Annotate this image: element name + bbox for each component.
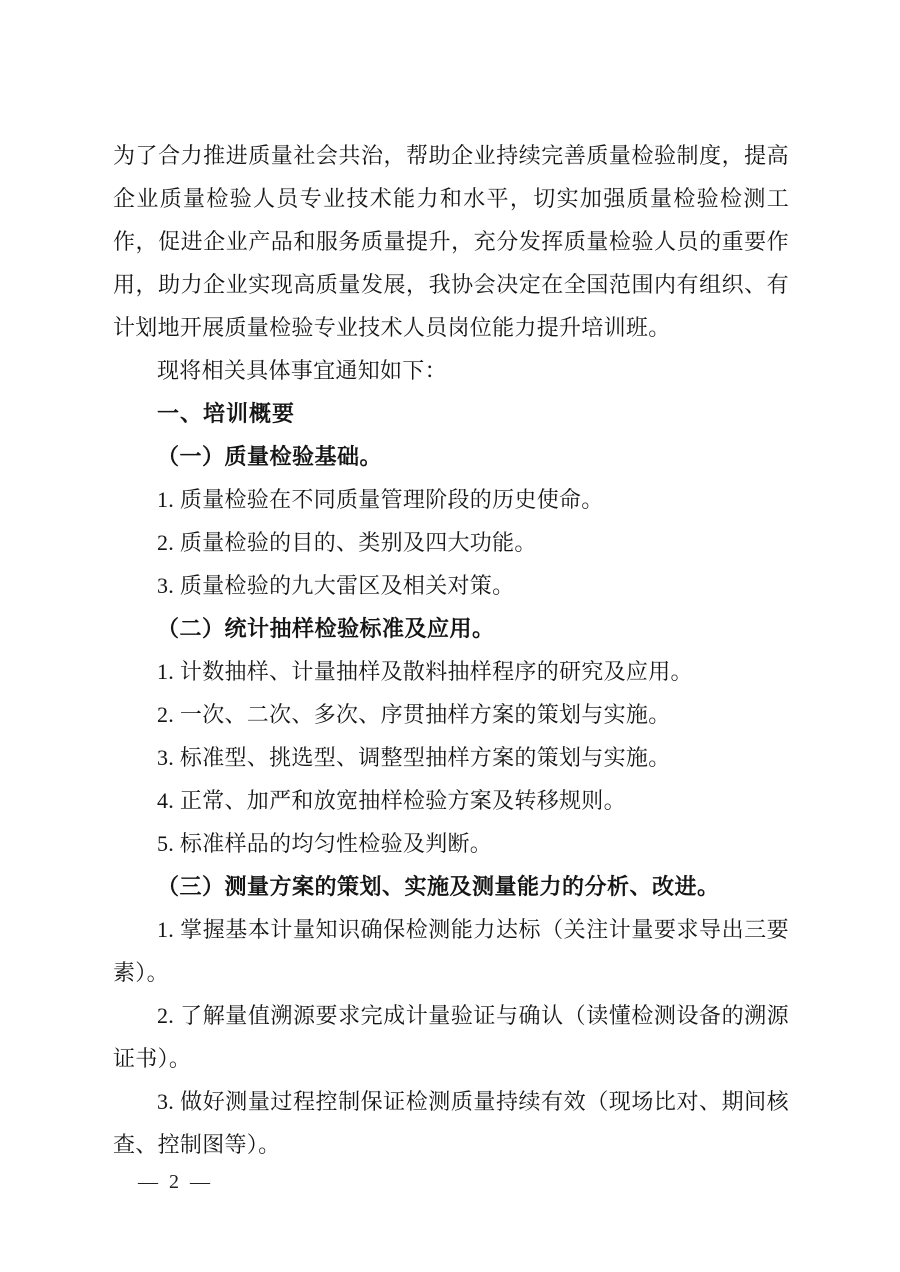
list-item: 2. 质量检验的目的、类别及四大功能。 (157, 530, 537, 555)
section-heading-1: 一、培训概要 (157, 401, 296, 426)
document-body (113, 134, 789, 1166)
list-item: 1. 质量检验在不同质量管理阶段的历史使命。 (157, 487, 604, 512)
list-item: 2. 了解量值溯源要求完成计量验证与确认（读懂检测设备的溯源证书）。 (113, 1003, 789, 1071)
paragraph-notice-lead: 现将相关具体事宜通知如下： (157, 358, 447, 383)
subsection-heading-1-1: （一）质量检验基础。 (157, 444, 383, 469)
list-item: 3. 做好测量过程控制保证检测质量持续有效（现场比对、期间核查、控制图等）。 (113, 1089, 789, 1157)
list-item: 1. 计数抽样、计量抽样及散料抽样程序的研究及应用。 (157, 659, 693, 684)
list-item: 5. 标准样品的均匀性检验及判断。 (157, 831, 493, 856)
subsection-heading-1-2: （二）统计抽样检验标准及应用。 (157, 616, 495, 641)
list-item: 2. 一次、二次、多次、序贯抽样方案的策划与实施。 (157, 702, 671, 727)
page-number: — 2 — (138, 1171, 213, 1193)
list-item: 4. 正常、加严和放宽抽样检验方案及转移规则。 (157, 788, 626, 813)
list-item: 3. 标准型、挑选型、调整型抽样方案的策划与实施。 (157, 745, 671, 770)
list-item: 3. 质量检验的九大雷区及相关对策。 (157, 573, 515, 598)
list-item: 1. 掌握基本计量知识确保检测能力达标（关注计量要求导出三要素）。 (113, 917, 789, 985)
paragraph-intro-continuation: 为了合力推进质量社会共治，帮助企业持续完善质量检验制度，提高企业质量检验人员专业技术能力和水平，切实加强质量检验检测工作，促进企业产品和服务质量提升，充分发挥质量检验人员的重要作用，助力企业实现高质量发展，我协会决定在全国范围内有组织、有计划地开展质量检验专业技术人员岗位能力提升培训班。 (113, 143, 789, 340)
subsection-heading-1-3: （三）测量方案的策划、实施及测量能力的分析、改进。 (157, 874, 720, 899)
